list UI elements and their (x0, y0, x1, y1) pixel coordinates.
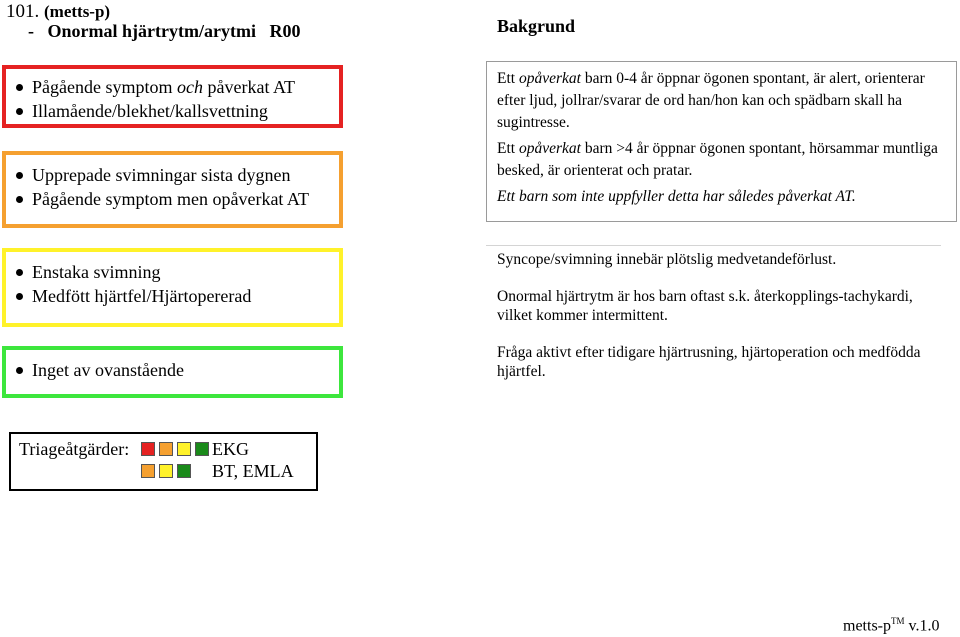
triage-actions-box (9, 432, 318, 491)
emphasis: Ett barn som inte uppfyller detta har således påverkat AT. (497, 188, 856, 205)
list-item (14, 163, 331, 187)
item-text-emphasis: och (176, 77, 203, 97)
bullet-icon (16, 293, 23, 300)
list-item (14, 358, 331, 382)
title-dash: - (28, 21, 34, 41)
color-square-yellow (159, 464, 173, 478)
item-text: Medfött hjärtfel/Hjärtopererad (32, 286, 252, 306)
list-item (14, 99, 331, 123)
color-square-orange (141, 464, 155, 478)
list-item (14, 187, 331, 211)
item-text: Upprepade svimningar sista dygnen (32, 165, 291, 185)
bullet-icon (16, 172, 23, 179)
footer-name: metts-p (843, 617, 891, 635)
emphasis: opåverkat (518, 140, 581, 157)
title-number: 101. (6, 1, 40, 22)
diagnosis-code: R00 (269, 21, 301, 41)
page-title (28, 21, 300, 42)
title-text: Onormal hjärtrytm/arytmi (47, 21, 256, 41)
trademark: TM (891, 616, 905, 626)
color-square-green (195, 442, 209, 456)
footer-version (843, 616, 939, 635)
text: barn 0-4 år öppnar ögonen spontant, är alert, orienterar efter ljud, jollrar/svarar de ord han/hon kan och spädbarn skall ha sugintresse. (497, 70, 925, 131)
version: v.1.0 (908, 617, 940, 635)
bullet-icon (16, 108, 23, 115)
bullet-icon (16, 84, 23, 91)
list-item (14, 75, 331, 99)
triage-actions-label: Triageåtgärder: (19, 439, 130, 459)
triage-box-green (2, 346, 343, 398)
list-item (14, 284, 331, 308)
item-text-part: påverkat AT (202, 77, 295, 97)
color-square-yellow (177, 442, 191, 456)
item-text-part: Pågående symptom (32, 77, 177, 97)
info-text: Fråga aktivt efter tidigare hjärtrusning, hjärtoperation och medfödda hjärtfel. (497, 344, 921, 380)
action-bt-emla: BT, EMLA (212, 461, 294, 481)
background-box (486, 61, 957, 222)
list-item (14, 260, 331, 284)
text: Ett (497, 70, 519, 87)
bullet-icon (16, 196, 23, 203)
item-text: Pågående symptom men opåverkat AT (32, 189, 309, 209)
triage-box-red (2, 65, 343, 128)
text: Ett (497, 140, 519, 157)
background-paragraph (497, 68, 946, 134)
emphasis: opåverkat (518, 70, 581, 87)
background-heading: Bakgrund (497, 16, 576, 36)
color-square-green (177, 464, 191, 478)
background-paragraph (497, 138, 946, 182)
triage-box-yellow (2, 248, 343, 327)
bullet-icon (16, 269, 23, 276)
bullet-icon (16, 367, 23, 374)
info-text: Syncope/svimning innebär plötslig medvetandeförlust. (497, 251, 837, 268)
system-name: (metts-p) (44, 2, 111, 21)
item-text: Inget av ovanstående (32, 360, 184, 380)
item-text: Illamående/blekhet/kallsvettning (32, 101, 268, 121)
info-text: Onormal hjärtrytm är hos barn oftast s.k. återkopplings-tachykardi, vilket kommer intermittent. (497, 288, 913, 324)
triage-box-orange (2, 151, 343, 228)
document-number (6, 1, 110, 23)
text: barn >4 år öppnar ögonen spontant, hörsammar muntliga besked, är orienterat och pratar. (497, 140, 938, 179)
item-text: Enstaka svimning (32, 262, 161, 282)
background-paragraph (497, 186, 946, 208)
color-square-orange (159, 442, 173, 456)
action-ekg: EKG (212, 439, 249, 459)
color-square-red (141, 442, 155, 456)
divider (486, 245, 941, 246)
